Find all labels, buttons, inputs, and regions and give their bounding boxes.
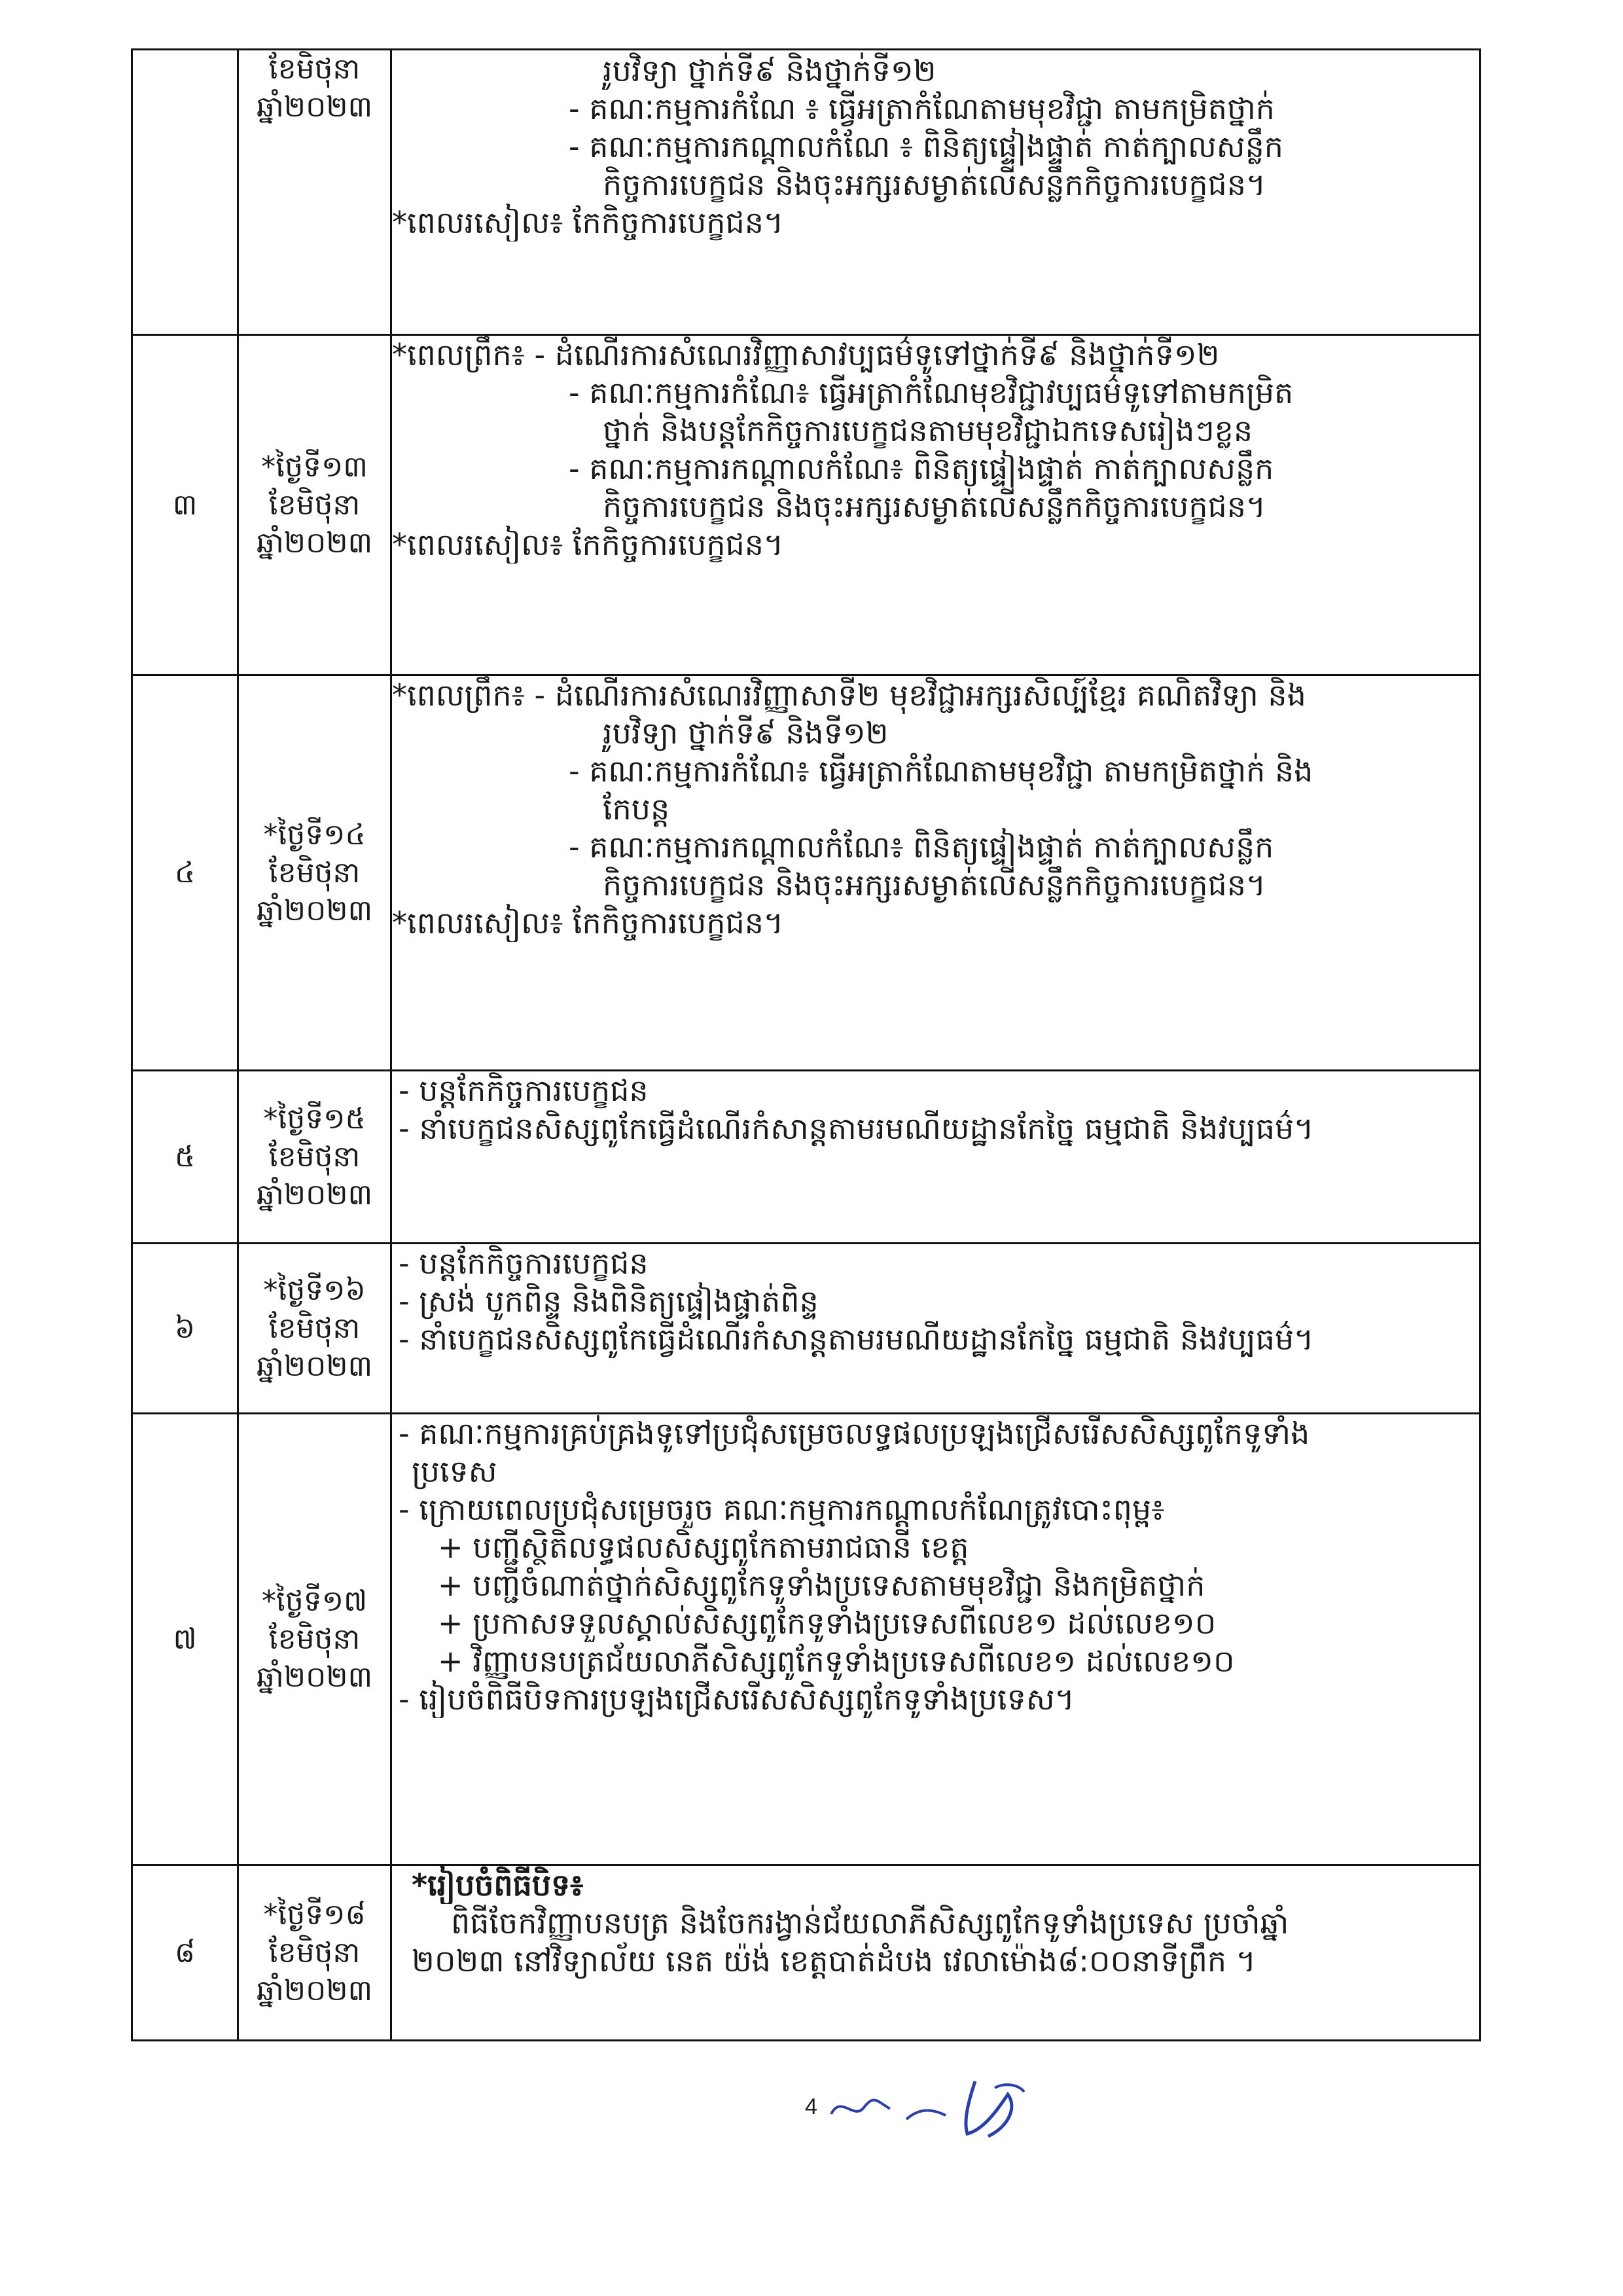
row-activities — [391, 335, 1480, 675]
row-date — [238, 1071, 391, 1244]
date-year: ឆ្នាំ២០២៣ — [256, 1349, 373, 1383]
date-year: ឆ្នាំ២០២៣ — [256, 1660, 373, 1694]
activity-line: *ពេលព្រឹក៖ - ដំណើរការសំណេរវិញ្ញាសាទី២ មុខវិជ្ជាអក្សរសិល្ប៍ខ្មែរ គណិតវិទ្យា និង — [392, 677, 1306, 713]
table-row — [132, 1865, 1480, 2041]
activity-line: - នាំបេក្ខជនសិស្សពូកែធ្វើដំណើរកំសាន្តតាមរមណីយដ្ឋានកែច្នៃ ធម្មជាតិ និងវប្បធម៌។ — [399, 1321, 1314, 1357]
row-number: ៨ — [132, 1865, 238, 2041]
activity-line: *ពេលរសៀល៖ កែកិច្ចការបេក្ខជន។ — [392, 527, 784, 562]
schedule-table — [131, 48, 1481, 2041]
row-activities — [391, 1414, 1480, 1865]
activity-line: រូបវិទ្យា ថ្នាក់ទី៩ និងថ្នាក់ទី១២ — [603, 53, 936, 88]
date-year: ឆ្នាំ២០២៣ — [256, 893, 373, 927]
date-year: ឆ្នាំ២០២៣ — [256, 526, 373, 560]
activity-line: ២០២៣ នៅវិទ្យាល័យ នេត យ៉ង់ ខេត្តបាត់ដំបង វេលាម៉ោង៨:០០នាទីព្រឹក ។ — [412, 1943, 1257, 1979]
date-year: ឆ្នាំ២០២៣ — [256, 90, 373, 124]
table-row — [132, 50, 1480, 335]
activity-line: - គណៈកម្មការកំណែ៖ ធ្វើអត្រាកំណែមុខវិជ្ជាវប្បធម៌ទូទៅតាមកម្រិត — [569, 375, 1294, 410]
activity-line: - នាំបេក្ខជនសិស្សពូកែធ្វើដំណើរកំសាន្តតាមរមណីយដ្ឋានកែច្នៃ ធម្មជាតិ និងវប្បធម៌។ — [399, 1111, 1314, 1146]
date-day: *ថ្ងៃទី១៤ — [263, 817, 366, 852]
activity-line: *រៀបចំពិធីបិទ៖ — [412, 1867, 584, 1903]
row-activities — [391, 1244, 1480, 1414]
activity-line: - បន្តកែកិច្ចការបេក្ខជន — [399, 1246, 649, 1281]
activity-line: *ពេលព្រឹក៖ - ដំណើរការសំណេរវិញ្ញាសាវប្បធម៌ទូទៅថ្នាក់ទី៩ និងថ្នាក់ទី១២ — [392, 337, 1220, 372]
activity-line: - គណៈកម្មការកណ្តាលកំណែ៖ ពិនិត្យផ្ទៀងផ្ទាត់ កាត់ក្បាលសន្លឹក — [569, 829, 1274, 865]
activity-line: + វិញ្ញាបនបត្រជ័យលាភីសិស្សពូកែទូទាំងប្រទេសពីលេខ១ ដល់លេខ១០ — [438, 1643, 1235, 1679]
row-activities — [391, 1865, 1480, 2041]
row-number: ៦ — [132, 1244, 238, 1414]
activity-line: + បញ្ជីស្ថិតិលទ្ធផលសិស្សពូកែតាមរាជធានី ខេត្ត — [438, 1530, 969, 1565]
row-number: ៧ — [132, 1414, 238, 1865]
activity-line: - ក្រោយពេលប្រជុំសម្រេចរួច គណៈកម្មការកណ្តាលកំណែត្រូវបោះពុម្ព៖ — [399, 1492, 1165, 1527]
page-footer — [792, 2068, 1067, 2147]
row-activities — [391, 675, 1480, 1071]
row-date — [238, 1865, 391, 2041]
row-date — [238, 1244, 391, 1414]
row-activities — [391, 50, 1480, 335]
activity-line: - បន្តកែកិច្ចការបេក្ខជន — [399, 1073, 649, 1108]
activity-line: - គណៈកម្មការកណ្តាលកំណែ៖ ពិនិត្យផ្ទៀងផ្ទាត់ កាត់ក្បាលសន្លឹក — [569, 451, 1274, 486]
activity-line: ប្រទេស — [412, 1454, 497, 1489]
activity-line: - គណៈកម្មការគ្រប់គ្រងទូទៅប្រជុំសម្រេចលទ្ធផលប្រឡងជ្រើសរើសសិស្សពូកែទូទាំង — [399, 1416, 1310, 1451]
table-row — [132, 1071, 1480, 1244]
activity-line: - ស្រង់ បូកពិន្ទុ និងពិនិត្យផ្ទៀងផ្ទាត់ពិន្ទុ — [399, 1283, 819, 1319]
date-day: *ថ្ងៃទី១៨ — [263, 1897, 366, 1931]
date-month: ខែមិថុនា — [268, 1311, 361, 1345]
schedule-page — [131, 48, 1479, 2041]
activity-line: + បញ្ជីចំណាត់ថ្នាក់សិស្សពូកែទូទាំងប្រទេសតាមមុខវិជ្ជា និងកម្រិតថ្នាក់ — [438, 1568, 1205, 1603]
row-number — [132, 50, 238, 335]
table-row — [132, 1414, 1480, 1865]
activity-line: កិច្ចការបេក្ខជន និងចុះអក្សរសម្ងាត់លើសន្លឹកកិច្ចការបេក្ខជន។ — [603, 867, 1266, 903]
row-date — [238, 335, 391, 675]
date-day: *ថ្ងៃទី១៣ — [261, 450, 368, 484]
activity-line: *ពេលរសៀល៖ កែកិច្ចការបេក្ខជន។ — [392, 205, 784, 240]
table-row — [132, 335, 1480, 675]
activity-line: ថ្នាក់ និងបន្តកែកិច្ចការបេក្ខជនតាមមុខវិជ្ជាឯកទេសរៀងៗខ្លួន — [603, 413, 1253, 448]
date-year: ឆ្នាំ២០២៣ — [256, 1177, 373, 1211]
activity-line: - គណៈកម្មការកំណែ៖ ធ្វើអត្រាកំណែតាមមុខវិជ្ជា តាមកម្រិតថ្នាក់ និង — [569, 753, 1313, 789]
row-date — [238, 1414, 391, 1865]
date-month: ខែមិថុនា — [268, 855, 361, 889]
date-day: *ថ្ងៃទី១៧ — [261, 1584, 368, 1618]
table-row — [132, 675, 1480, 1071]
activity-line: - គណៈកម្មការកណ្តាលកំណែ ៖ ពិនិត្យផ្ទៀងផ្ទាត់ កាត់ក្បាលសន្លឹក — [569, 129, 1284, 164]
row-number: ៥ — [132, 1071, 238, 1244]
date-year: ឆ្នាំ២០២៣ — [256, 1973, 373, 2007]
date-month: ខែមិថុនា — [268, 1622, 361, 1656]
date-month: ខែមិថុនា — [268, 52, 361, 86]
activity-line: *ពេលរសៀល៖ កែកិច្ចការបេក្ខជន។ — [392, 905, 784, 941]
date-month: ខែមិថុនា — [268, 488, 361, 522]
table-row — [132, 1244, 1480, 1414]
row-activities — [391, 1071, 1480, 1244]
date-day: *ថ្ងៃទី១៦ — [263, 1273, 366, 1307]
row-date — [238, 50, 391, 335]
row-number: ៣ — [132, 335, 238, 675]
activity-line: - គណៈកម្មការកំណែ ៖ ធ្វើអត្រាកំណែតាមមុខវិជ្ជា តាមកម្រិតថ្នាក់ — [569, 91, 1275, 126]
date-day: *ថ្ងៃទី១៥ — [263, 1102, 366, 1136]
activity-line: ពិធីចែកវិញ្ញាបនបត្រ និងចែករង្វាន់ជ័យលាភីសិស្សពូកែទូទាំងប្រទេស ប្រចាំឆ្នាំ — [451, 1905, 1289, 1941]
activity-line: កិច្ចការបេក្ខជន និងចុះអក្សរសម្ងាត់លើសន្លឹកកិច្ចការបេក្ខជន។ — [603, 167, 1266, 202]
activity-line: កែបន្ត — [603, 791, 670, 827]
date-month: ខែមិថុនា — [268, 1935, 361, 1969]
row-date — [238, 675, 391, 1071]
activity-line: កិច្ចការបេក្ខជន និងចុះអក្សរសម្ងាត់លើសន្លឹកកិច្ចការបេក្ខជន។ — [603, 489, 1266, 524]
activity-line: + ប្រកាសទទួលស្គាល់សិស្សពូកែទូទាំងប្រទេសពីលេខ១ ដល់លេខ១០ — [438, 1605, 1217, 1641]
activity-line: រូបវិទ្យា ថ្នាក់ទី៩ និងទី១២ — [603, 715, 889, 751]
activity-line: - រៀបចំពិធីបិទការប្រឡងជ្រើសរើសសិស្សពូកែទូទាំងប្រទេស។ — [399, 1681, 1075, 1717]
date-month: ខែមិថុនា — [268, 1139, 361, 1174]
page-number: 4 — [805, 2094, 817, 2119]
signature-initials-icon — [792, 2068, 1067, 2147]
row-number: ៤ — [132, 675, 238, 1071]
